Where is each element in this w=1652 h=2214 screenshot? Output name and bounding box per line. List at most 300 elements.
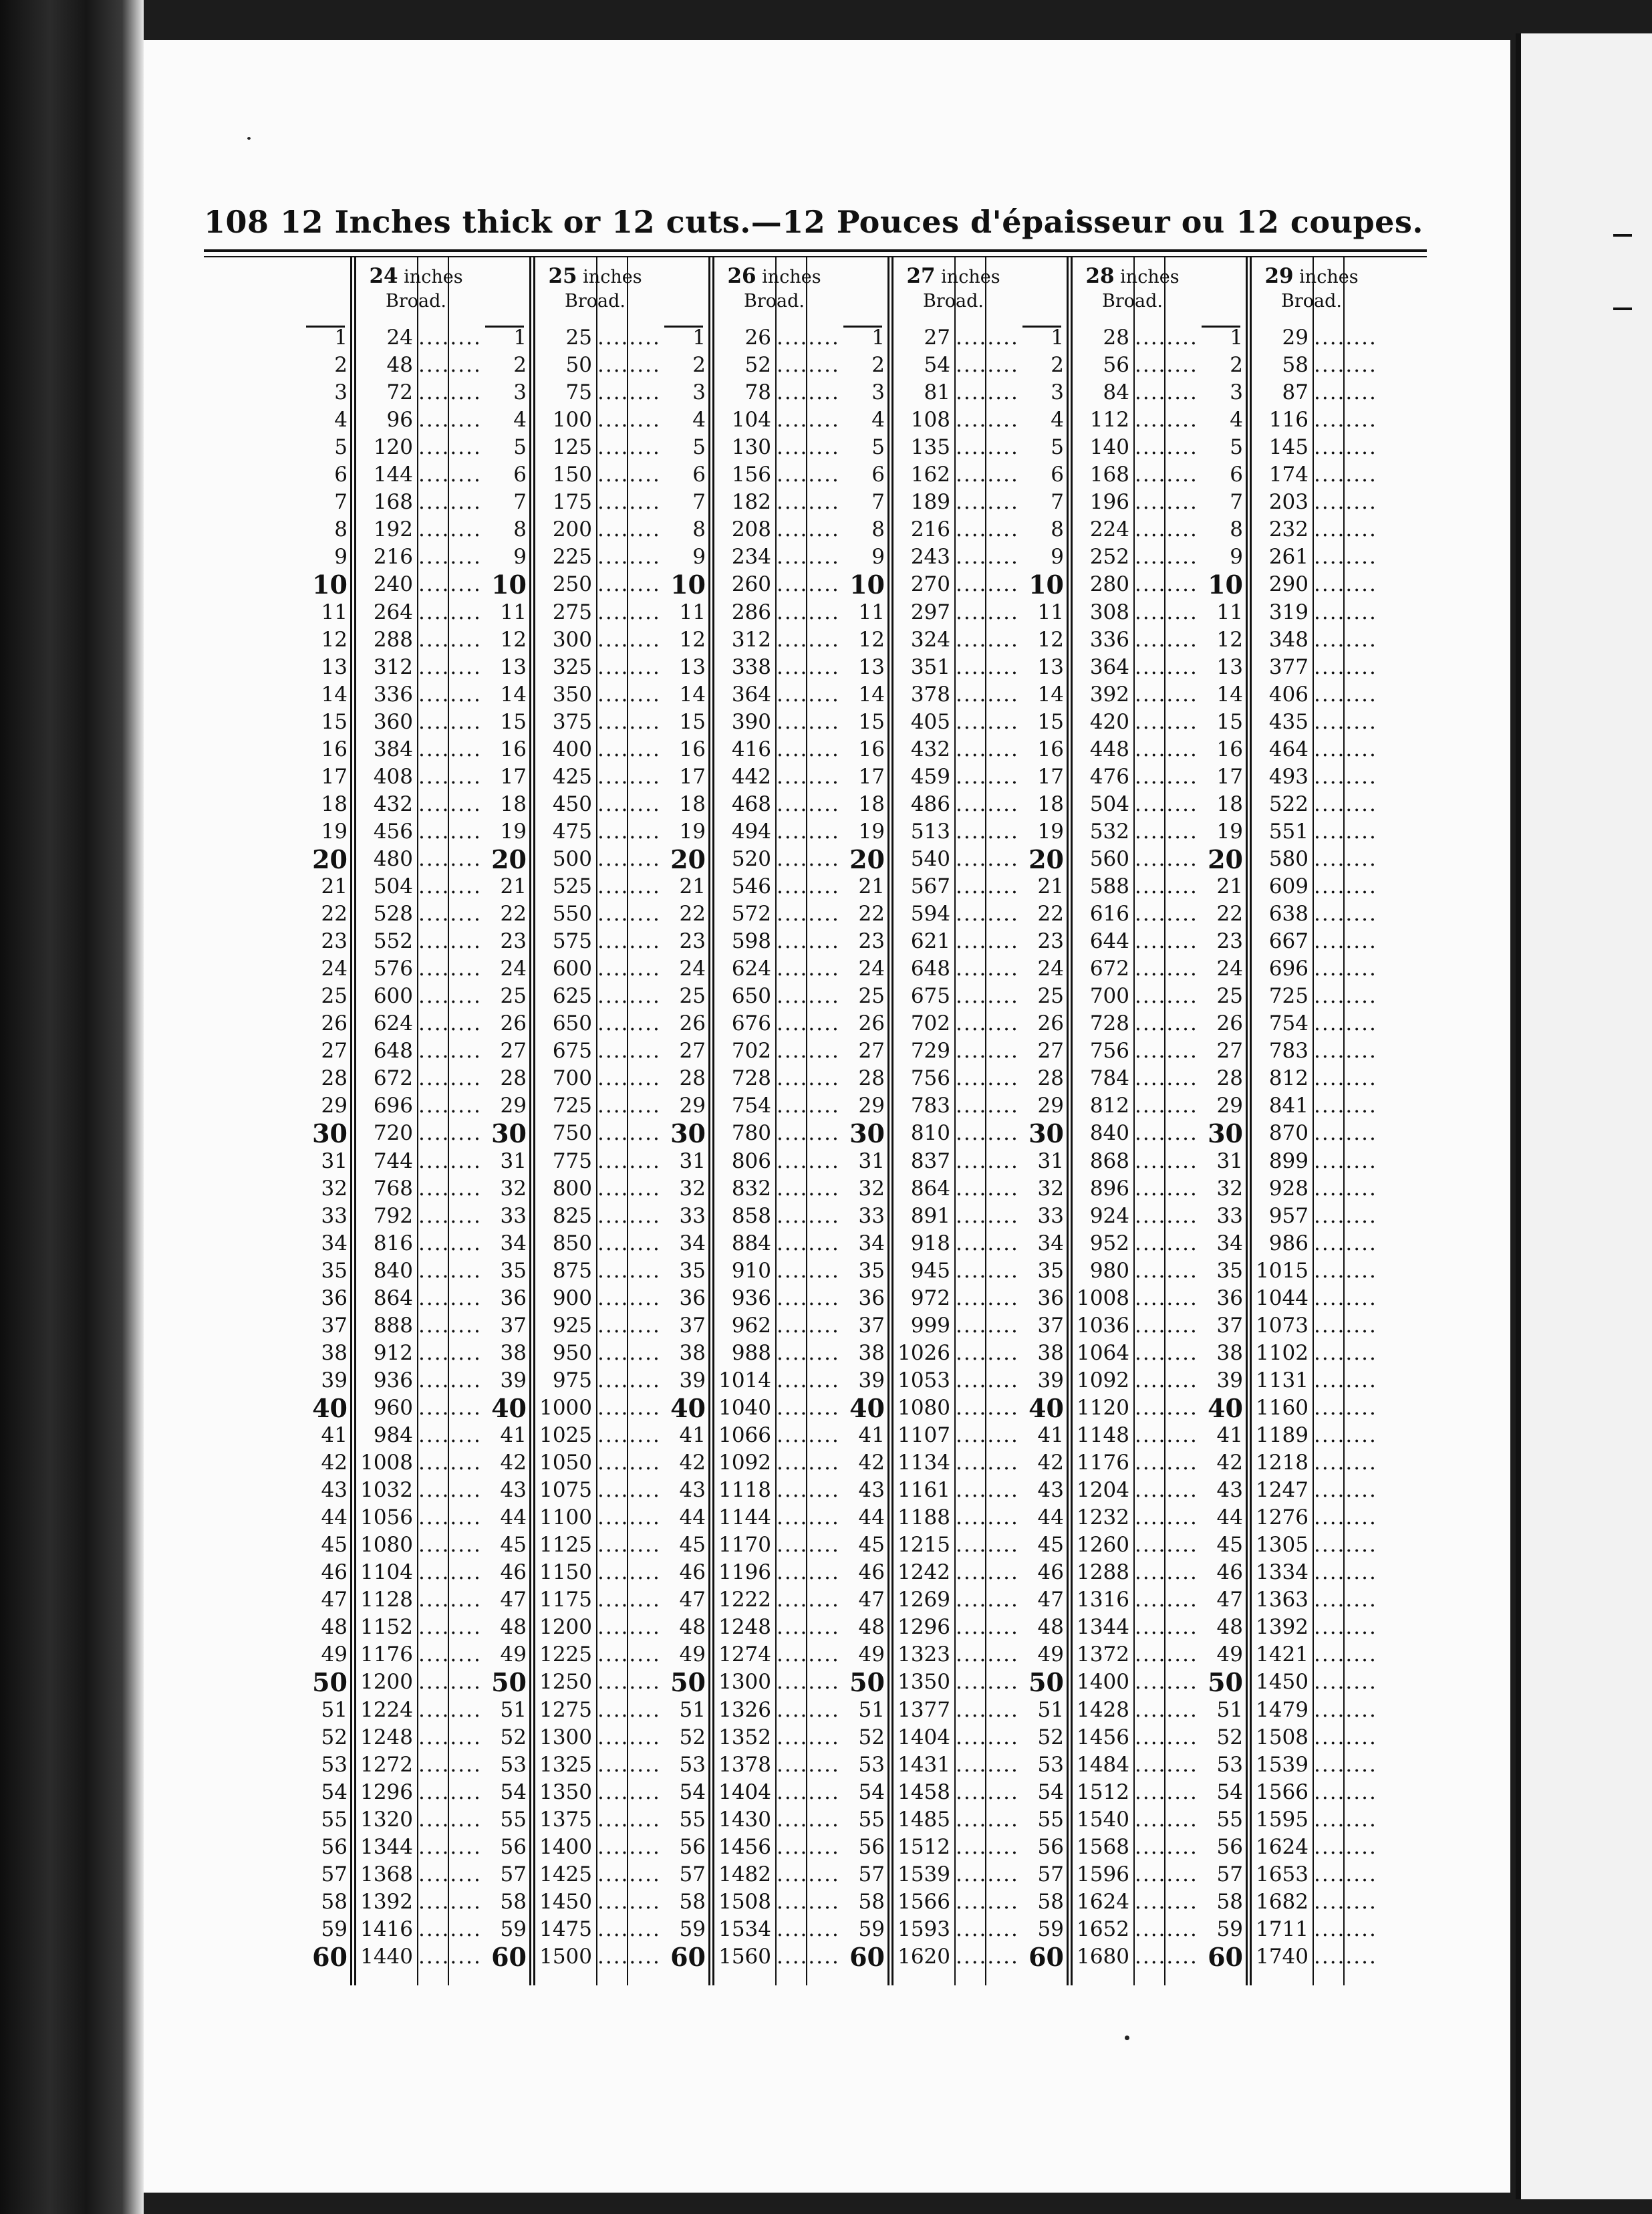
width-inches: 29: [1264, 264, 1294, 288]
board-feet-value: 475: [552, 819, 592, 844]
table-row: [1195, 1504, 1377, 1531]
table-row: [299, 1861, 482, 1888]
row-number: 30: [491, 1118, 527, 1149]
table-row: [1195, 1751, 1377, 1779]
dot-leader: ........: [1314, 1889, 1377, 1914]
board-feet-value: 480: [373, 846, 413, 871]
table-row: [1195, 1779, 1377, 1806]
table-row: [478, 626, 661, 654]
dot-leader: ........: [777, 1834, 840, 1859]
board-feet-value: 1053: [898, 1368, 950, 1392]
row-number: 27: [679, 1039, 706, 1064]
board-feet-value: 1595: [1256, 1807, 1309, 1832]
row-number: 21: [1037, 874, 1064, 898]
dot-leader: ........: [418, 326, 482, 350]
row-number: 24: [321, 957, 348, 981]
table-row: [299, 570, 482, 600]
row-number: 14: [858, 682, 885, 707]
board-feet-value: 1375: [539, 1807, 592, 1832]
width-inches: 24: [369, 264, 398, 288]
row-number: 49: [858, 1642, 885, 1667]
column-header: [1251, 264, 1372, 318]
row-number: 45: [679, 1533, 706, 1558]
board-feet-value: 1056: [360, 1505, 413, 1530]
row-number: 32: [321, 1176, 348, 1201]
board-feet-value: 232: [1268, 517, 1309, 542]
dot-leader: ........: [777, 1478, 840, 1503]
board-feet-value: 792: [373, 1203, 413, 1228]
table-row: [658, 1449, 840, 1477]
board-feet-value: 1593: [898, 1917, 950, 1941]
table-row: [1016, 1916, 1198, 1943]
row-number: 56: [679, 1834, 706, 1859]
board-feet-value: 810: [910, 1121, 950, 1146]
dot-leader: ........: [1135, 435, 1198, 460]
row-number: 25: [500, 984, 527, 1009]
row-number: 5: [871, 435, 885, 460]
row-number: 48: [679, 1615, 706, 1640]
dot-leader: ........: [1135, 984, 1198, 1009]
board-feet-value: 1428: [1077, 1697, 1129, 1722]
row-number: 23: [1037, 929, 1064, 954]
row-number: 52: [1037, 1725, 1064, 1749]
row-number: 40: [312, 1392, 348, 1423]
dot-leader: ........: [1314, 545, 1377, 570]
row-number: 27: [1216, 1039, 1243, 1064]
table-row: [478, 1010, 661, 1037]
dot-leader: ........: [777, 1889, 840, 1914]
row-number: 2: [513, 353, 527, 378]
table-row: [1195, 543, 1377, 571]
dot-leader: ........: [1314, 1834, 1377, 1859]
board-feet-value: 1200: [539, 1615, 592, 1640]
row-number: 25: [1216, 984, 1243, 1009]
row-number: 9: [513, 545, 527, 570]
table-row: [299, 1806, 482, 1834]
dot-leader: ........: [1135, 1807, 1198, 1832]
table-row: [478, 1148, 661, 1175]
row-number: 45: [858, 1533, 885, 1558]
board-feet-value: 952: [1089, 1231, 1129, 1255]
table-row: [837, 1667, 1019, 1698]
row-number: 3: [1051, 380, 1064, 405]
row-number: 35: [500, 1258, 527, 1283]
row-number: 10: [312, 570, 348, 600]
dot-leader: ........: [1135, 1505, 1198, 1530]
table-row: [837, 873, 1019, 900]
board-feet-value: 1225: [539, 1642, 592, 1667]
table-row: [1016, 1285, 1198, 1312]
dot-leader: ........: [418, 408, 482, 433]
table-row: [299, 709, 482, 736]
table-row: [658, 928, 840, 955]
row-number: 43: [679, 1478, 706, 1503]
row-number: 9: [871, 545, 885, 570]
dot-leader: ........: [597, 1588, 661, 1612]
board-feet-value: 75: [565, 380, 592, 405]
dot-leader: ........: [418, 1725, 482, 1749]
row-number: 5: [513, 435, 527, 460]
dot-leader: ........: [777, 1588, 840, 1612]
row-number: 12: [500, 627, 527, 652]
width-unit: inches: [577, 267, 642, 287]
row-number: 13: [1037, 654, 1064, 679]
row-number: 26: [500, 1011, 527, 1036]
dot-leader: ........: [597, 1423, 661, 1447]
dot-leader: ........: [956, 1231, 1019, 1255]
row-number: 26: [679, 1011, 706, 1036]
table-row: [299, 1531, 482, 1559]
board-feet-value: 108: [910, 408, 950, 433]
table-row: [478, 955, 661, 983]
board-feet-value: 600: [552, 957, 592, 981]
dot-leader: ........: [1135, 874, 1198, 898]
dot-leader: ........: [956, 764, 1019, 789]
dot-leader: ........: [1314, 1368, 1377, 1392]
dot-leader: ........: [956, 846, 1019, 871]
dot-leader: ........: [956, 1752, 1019, 1777]
table-row: [299, 1916, 482, 1943]
dot-leader: ........: [1135, 1395, 1198, 1420]
table-row: [1195, 599, 1377, 626]
dot-leader: ........: [418, 1451, 482, 1475]
board-feet-value: 598: [731, 929, 771, 954]
dot-leader: ........: [777, 1121, 840, 1146]
table-row: [658, 1230, 840, 1257]
table-row: [658, 1257, 840, 1285]
table-row: [837, 1065, 1019, 1092]
table-row: [1195, 955, 1377, 983]
row-number: 10: [491, 570, 527, 600]
dot-leader: ........: [1135, 791, 1198, 816]
table-row: [478, 1449, 661, 1477]
table-row: [837, 1586, 1019, 1614]
board-feet-value: 162: [910, 463, 950, 487]
row-number: 34: [858, 1231, 885, 1255]
table-row: [299, 1697, 482, 1724]
board-feet-value: 1272: [360, 1752, 413, 1777]
table-row: [299, 1614, 482, 1641]
table-row: [1016, 1834, 1198, 1861]
table-row: [299, 1312, 482, 1340]
board-feet-value: 336: [373, 682, 413, 707]
board-feet-value: 87: [1282, 380, 1309, 405]
row-number: 29: [1037, 1094, 1064, 1118]
table-row: [1195, 570, 1377, 600]
table-row: [478, 1118, 661, 1149]
row-number: 28: [321, 1066, 348, 1091]
board-feet-value: 1170: [718, 1533, 771, 1558]
board-feet-value: 812: [1268, 1066, 1309, 1091]
row-number: 57: [858, 1862, 885, 1886]
dot-leader: ........: [1135, 1451, 1198, 1475]
board-feet-value: 175: [552, 490, 592, 515]
dot-leader: ........: [418, 1779, 482, 1804]
board-feet-value: 975: [552, 1368, 592, 1392]
row-number: 50: [491, 1667, 527, 1698]
board-feet-value: 648: [373, 1039, 413, 1064]
dot-leader: ........: [418, 1588, 482, 1612]
table-row: [1195, 681, 1377, 709]
table-row: [299, 873, 482, 900]
board-feet-value: 1368: [360, 1862, 413, 1886]
dot-leader: ........: [777, 572, 840, 597]
row-number: 30: [849, 1118, 885, 1149]
table-row: [478, 1861, 661, 1888]
row-number: 29: [858, 1094, 885, 1118]
table-row: [658, 1285, 840, 1312]
row-number: 38: [858, 1340, 885, 1365]
row-number: 13: [321, 654, 348, 679]
table-row: [1016, 1367, 1198, 1394]
dot-leader: ........: [956, 1560, 1019, 1585]
row-number: 12: [321, 627, 348, 652]
row-number: 30: [1208, 1118, 1243, 1149]
table-row: [299, 1724, 482, 1751]
row-number: 55: [858, 1807, 885, 1832]
board-feet-value: 351: [910, 654, 950, 679]
board-feet-value: 405: [910, 709, 950, 734]
dot-leader: ........: [418, 600, 482, 624]
board-feet-value: 275: [552, 600, 592, 624]
table-row: [299, 1230, 482, 1257]
row-number: 15: [321, 709, 348, 734]
dot-leader: ........: [956, 490, 1019, 515]
table-row: [478, 434, 661, 461]
table-row: [1016, 763, 1198, 791]
board-feet-value: 135: [910, 435, 950, 460]
dot-leader: ........: [1135, 380, 1198, 405]
row-number: 31: [858, 1148, 885, 1173]
dot-leader: ........: [597, 490, 661, 515]
board-feet-value: 325: [552, 654, 592, 679]
row-number: 60: [312, 1941, 348, 1972]
dot-leader: ........: [418, 463, 482, 487]
board-feet-value: 756: [910, 1066, 950, 1091]
table-row: [478, 1257, 661, 1285]
dot-leader: ........: [1135, 957, 1198, 981]
table-row: [1195, 873, 1377, 900]
width-unit: inches: [1114, 267, 1180, 287]
dot-leader: ........: [956, 1313, 1019, 1338]
board-feet-value: 650: [552, 1011, 592, 1036]
board-feet-value: 1188: [898, 1505, 950, 1530]
table-row: [299, 1779, 482, 1806]
dot-leader: ........: [1135, 353, 1198, 378]
dot-leader: ........: [1135, 1368, 1198, 1392]
table-row: [658, 1834, 840, 1861]
board-feet-value: 1134: [898, 1451, 950, 1475]
table-row: [1195, 1477, 1377, 1504]
row-number: 20: [1208, 844, 1243, 874]
dot-leader: ........: [418, 984, 482, 1009]
table-row: [299, 928, 482, 955]
table-row: [478, 1586, 661, 1614]
table-row: [658, 900, 840, 928]
table-row: [1016, 1037, 1198, 1065]
dot-leader: ........: [597, 1148, 661, 1173]
dot-leader: ........: [597, 326, 661, 350]
board-feet-value: 116: [1268, 408, 1309, 433]
table-row: [837, 763, 1019, 791]
table-row: [299, 434, 482, 461]
row-number: 35: [679, 1258, 706, 1283]
row-number: 47: [1216, 1588, 1243, 1612]
board-feet-value: 48: [386, 353, 413, 378]
dot-leader: ........: [1135, 709, 1198, 734]
table-row: [837, 1861, 1019, 1888]
row-number: 39: [679, 1368, 706, 1392]
dot-leader: ........: [1314, 902, 1377, 927]
dot-leader: ........: [956, 1423, 1019, 1447]
dot-leader: ........: [418, 1752, 482, 1777]
dot-leader: ........: [777, 1917, 840, 1941]
page-header: 108 12 Inches thick or 12 cuts.—12 Pouces d'épaisseur ou 12 coupes.: [204, 204, 1423, 240]
row-number: 56: [858, 1834, 885, 1859]
row-number: 26: [1037, 1011, 1064, 1036]
dot-leader: ........: [1314, 654, 1377, 679]
board-feet-value: 58: [1282, 353, 1309, 378]
table-row: [299, 1065, 482, 1092]
dot-leader: ........: [1135, 1917, 1198, 1941]
dot-leader: ........: [1135, 1011, 1198, 1036]
board-feet-value: 1440: [360, 1944, 413, 1969]
board-feet-value: 504: [373, 874, 413, 898]
row-number: 47: [679, 1588, 706, 1612]
row-number: 55: [679, 1807, 706, 1832]
row-number: 10: [849, 570, 885, 600]
table-row: [1016, 1697, 1198, 1724]
board-feet-value: 1300: [539, 1725, 592, 1749]
board-feet-value: 725: [1268, 984, 1309, 1009]
board-feet-value: 1326: [718, 1697, 771, 1722]
board-feet-value: 250: [552, 572, 592, 597]
board-feet-value: 312: [731, 627, 771, 652]
board-feet-value: 54: [924, 353, 950, 378]
board-feet-value: 1682: [1256, 1889, 1309, 1914]
row-number: 22: [679, 902, 706, 927]
dot-leader: ........: [1314, 1011, 1377, 1036]
board-feet-value: 1560: [718, 1944, 771, 1969]
board-feet-value: 1350: [539, 1779, 592, 1804]
board-feet-value: 240: [373, 572, 413, 597]
table-row: [837, 1504, 1019, 1531]
dot-leader: ........: [956, 627, 1019, 652]
width-label: Broad.: [744, 291, 805, 312]
dot-leader: ........: [597, 1560, 661, 1585]
dot-leader: ........: [777, 463, 840, 487]
row-number: 13: [500, 654, 527, 679]
board-feet-value: 572: [731, 902, 771, 927]
dot-leader: ........: [777, 1505, 840, 1530]
board-feet-value: 375: [552, 709, 592, 734]
table-row: [1195, 516, 1377, 543]
row-number: 40: [670, 1392, 706, 1423]
board-feet-value: 1479: [1256, 1697, 1309, 1722]
row-number: 41: [1037, 1423, 1064, 1447]
board-feet-value: 486: [910, 791, 950, 816]
row-number: 39: [1216, 1368, 1243, 1392]
table-row: [1195, 1312, 1377, 1340]
dot-leader: ........: [956, 572, 1019, 597]
row-number: 35: [1037, 1258, 1064, 1283]
board-feet-value: 988: [731, 1340, 771, 1365]
board-feet-value: 504: [1089, 791, 1129, 816]
dot-leader: ........: [1135, 1340, 1198, 1365]
row-number: 54: [1037, 1779, 1064, 1804]
table-row: [837, 1422, 1019, 1449]
table-row: [837, 681, 1019, 709]
dot-leader: ........: [418, 1176, 482, 1201]
dot-leader: ........: [1314, 1121, 1377, 1146]
board-feet-value: 1344: [360, 1834, 413, 1859]
dot-leader: ........: [597, 1258, 661, 1283]
row-number: 19: [1037, 819, 1064, 844]
dot-leader: ........: [1135, 682, 1198, 707]
dot-leader: ........: [597, 1313, 661, 1338]
row-number: 33: [679, 1203, 706, 1228]
dot-leader: ........: [1314, 408, 1377, 433]
table-row: [1016, 434, 1198, 461]
dot-leader: ........: [418, 1697, 482, 1722]
board-feet-value: 464: [1268, 737, 1309, 761]
table-row: [478, 983, 661, 1010]
dot-leader: ........: [777, 1011, 840, 1036]
table-row: [478, 1724, 661, 1751]
table-row: [837, 955, 1019, 983]
row-number: 7: [871, 490, 885, 515]
dot-leader: ........: [1314, 1039, 1377, 1064]
dot-leader: ........: [1135, 627, 1198, 652]
row-number: 22: [321, 902, 348, 927]
table-row: [1195, 1697, 1377, 1724]
table-row: [658, 434, 840, 461]
table-row: [299, 1641, 482, 1669]
board-feet-value: 702: [910, 1011, 950, 1036]
board-feet-value: 280: [1089, 572, 1129, 597]
dot-leader: ........: [418, 1340, 482, 1365]
board-feet-value: 1204: [1077, 1478, 1129, 1503]
table-row: [658, 1941, 840, 1972]
dot-leader: ........: [1314, 846, 1377, 871]
table-row: [837, 1559, 1019, 1586]
dot-leader: ........: [1135, 1588, 1198, 1612]
row-number: 40: [849, 1392, 885, 1423]
dot-leader: ........: [597, 764, 661, 789]
row-number: 37: [1216, 1313, 1243, 1338]
row-number: 19: [1216, 819, 1243, 844]
board-feet-value: 1540: [1077, 1807, 1129, 1832]
row-number: 42: [858, 1451, 885, 1475]
table-row: [837, 709, 1019, 736]
row-number: 17: [858, 764, 885, 789]
dot-leader: ........: [1135, 654, 1198, 679]
board-feet-value: 1196: [718, 1560, 771, 1585]
dot-leader: ........: [777, 1725, 840, 1749]
row-number: 39: [500, 1368, 527, 1392]
table-row: [478, 1614, 661, 1641]
table-row: [837, 736, 1019, 763]
table-row: [299, 1118, 482, 1149]
table-row: [478, 791, 661, 818]
row-number: 43: [858, 1478, 885, 1503]
dot-leader: ........: [597, 1807, 661, 1832]
board-feet-value: 1118: [718, 1478, 771, 1503]
board-feet-value: 174: [1268, 463, 1309, 487]
table-row: [1016, 900, 1198, 928]
table-row: [837, 1697, 1019, 1724]
table-row: [658, 873, 840, 900]
